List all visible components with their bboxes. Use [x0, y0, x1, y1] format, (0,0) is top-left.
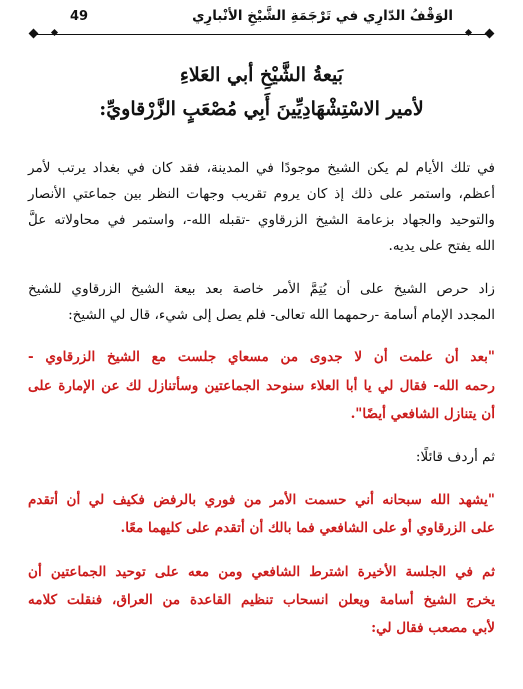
running-header-title: الوَقْفُ الدّارِي في تَرْجَمَةِ الشَّيْخِ الأنْبارِي	[192, 8, 453, 24]
quote-2-line: على الزرقاوي أو على الشافعي فما بالك أن أتقدم على كليهما معًا.	[120, 520, 495, 536]
quote-3-line: لأبي مصعب فقال لي:	[371, 620, 495, 636]
section-heading-line-1: بَيعةُ الشَّيْخِ أبي العَلاءِ	[179, 64, 344, 86]
paragraph-1-line: والتوحيد والجهاد بزعامة الشيخ الزرقاوي -تقبله الله-، واستمر في محاولاته علَّ	[28, 212, 495, 228]
page-number: 49	[70, 9, 89, 24]
paragraph-2-line: المجدد الإمام أسامة -رحمهما الله تعالى- فلم يصل إلى شيء، قال لي الشيخ:	[68, 307, 495, 323]
quote-1-line: "بعد أن علمت أن لا جدوى من مسعاي جلست مع الشيخ الزرقاوي -	[28, 349, 495, 365]
quote-1-line: رحمه الله- فقال لي يا أبا العلاء سنوحد الجماعتين وسأتنازل لك عن الإمارة على	[28, 378, 495, 394]
paragraph-1-line: في تلك الأيام لم يكن الشيخ موجودًا في المدينة، فقد كان في بغداد يرتب لأمر	[28, 160, 495, 176]
quote-1-line: أن يتنازل الشافعي أيضًا".	[350, 406, 495, 422]
paragraph-1-line: أعظم، واستمر على ذلك إذ كان يروم تقريب وجهات النظر بين جماعتي الأنصار	[28, 186, 495, 202]
section-heading-line-2: لأمير الاسْتِشْهَادِيِّينَ أَبِي مُصْعَبٍ الزَّرْقاويِّ:	[99, 98, 424, 120]
paragraph-4-line: ثم أردف قائلًا:	[415, 449, 495, 465]
header-rule	[36, 34, 487, 35]
paragraph-1-line: الله يفتح على يديه.	[388, 238, 495, 254]
quote-3-line: يخرج الشيخ أسامة ويعلن انسحاب تنظيم القاعدة من العراق، فنقلت كلامه	[28, 592, 495, 608]
paragraph-2-line: زاد حرص الشيخ على أن يُتِمَّ الأمر خاصة بعد بيعة الشيخ الزرقاوي للشيخ	[28, 281, 495, 297]
running-header	[30, 6, 493, 32]
quote-3-line: ثم في الجلسة الأخيرة اشترط الشافعي ومن معه على توحيد الجماعتين أن	[28, 564, 495, 580]
quote-2-line: "يشهد الله سبحانه أني حسمت الأمر من فوري بالرفض فكيف لي أن أتقدم	[28, 492, 495, 508]
